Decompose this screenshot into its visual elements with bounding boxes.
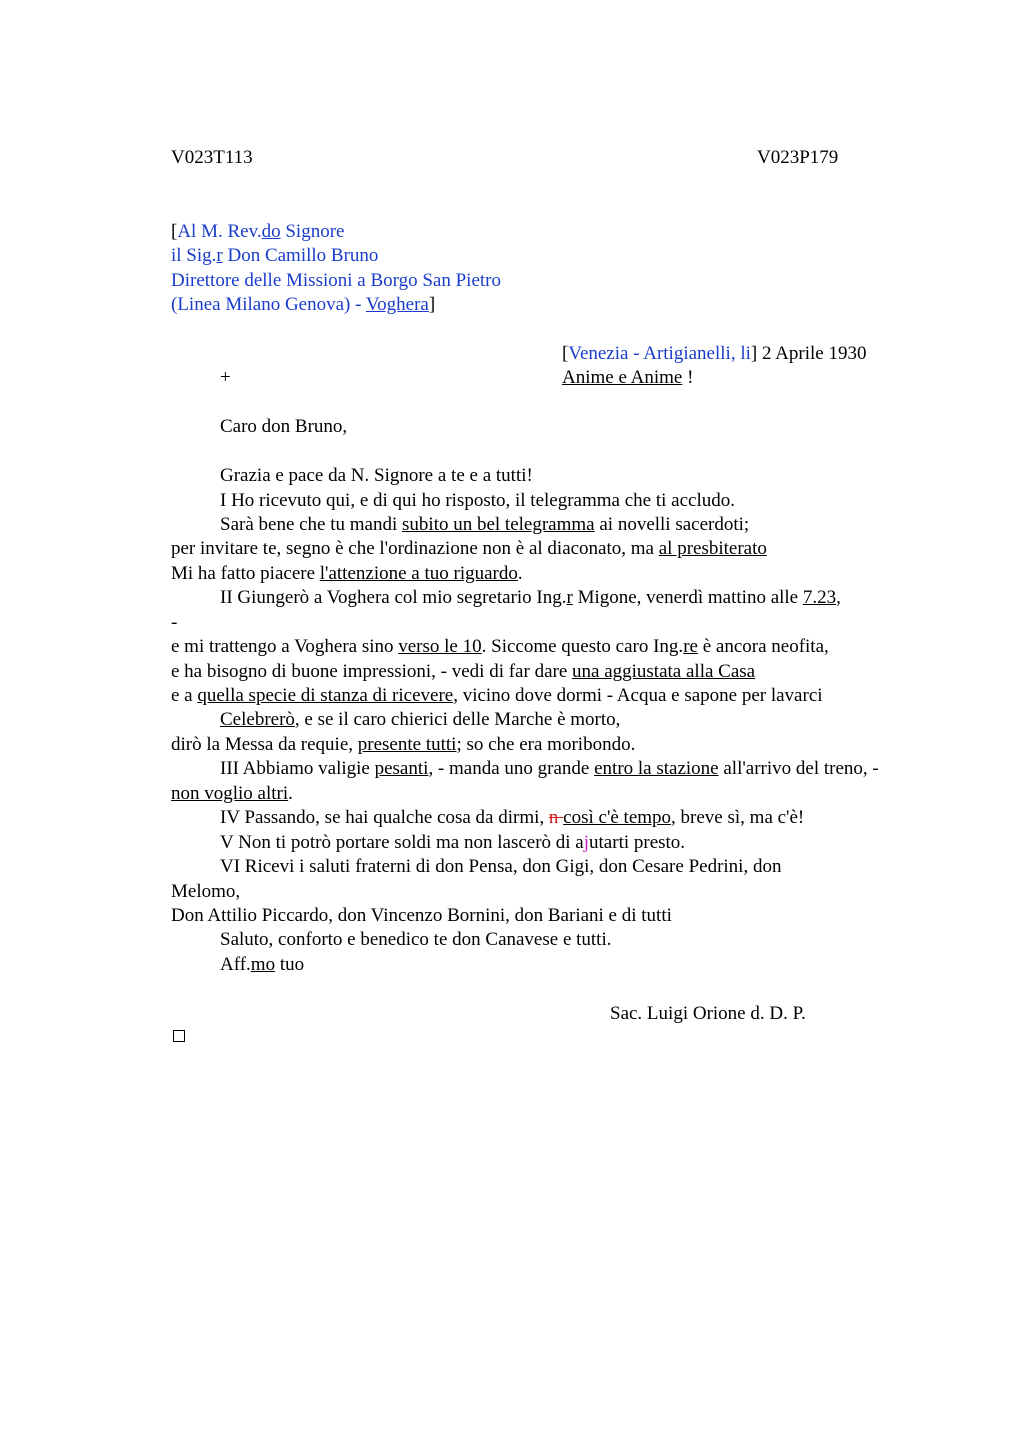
address-line-4: (Linea Milano Genova) - Voghera]: [171, 294, 436, 315]
address-line-1: [Al M. Rev.do Signore: [171, 221, 345, 242]
deleted-text: n: [548, 807, 564, 828]
body-line: e a quella specie di stanza di ricevere, vicino dove dormi - Acqua e sapone per lavarci: [171, 685, 823, 706]
body-line: IV Passando, se hai qualche cosa da dirmi, n così c'è tempo, breve sì, ma c'è!: [220, 807, 805, 828]
body-line: VI Ricevi i saluti fraterni di don Pensa, don Gigi, don Cesare Pedrini, don: [220, 856, 782, 877]
body-line: Melomo,: [171, 881, 241, 902]
salutation: Caro don Bruno,: [220, 416, 348, 437]
dateline: [Venezia - Artigianelli, li] 2 Aprile 1930: [562, 343, 867, 364]
body-line: Don Attilio Piccardo, don Vincenzo Bornini, don Bariani e di tutti: [171, 905, 672, 926]
cross-mark: +: [220, 367, 231, 388]
body-line: Sarà bene che tu mandi subito un bel telegramma ai novelli sacerdoti;: [220, 514, 750, 535]
body-line: -: [171, 612, 178, 633]
inserted-letter: j: [583, 832, 590, 853]
body-line: I Ho ricevuto qui, e di qui ho risposto, il telegramma che ti accludo.: [220, 490, 735, 511]
address-line-2: il Sig.r Don Camillo Bruno: [171, 245, 379, 266]
signature: Sac. Luigi Orione d. D. P.: [610, 1003, 806, 1024]
body-line: Grazia e pace da N. Signore a te e a tutti!: [220, 465, 533, 486]
body-line: non voglio altri.: [171, 783, 293, 804]
body-line: Mi ha fatto piacere l'attenzione a tuo riguardo.: [171, 563, 523, 584]
body-line: Aff.mo tuo: [220, 954, 305, 975]
body-line: V Non ti potrò portare soldi ma non lascerò di ajutarti presto.: [220, 832, 686, 853]
body-line: e mi trattengo a Voghera sino verso le 10. Siccome questo caro Ing.re è ancora neofita,: [171, 636, 829, 657]
motto: Anime e Anime !: [562, 367, 694, 388]
document-code-right: V023P179: [757, 147, 839, 168]
body-line: per invitare te, segno è che l'ordinazione non è al diaconato, ma al presbiterato: [171, 538, 767, 559]
body-line: Saluto, conforto e benedico te don Canavese e tutti.: [220, 929, 612, 950]
address-line-3: Direttore delle Missioni a Borgo San Pietro: [171, 270, 501, 291]
body-line: e ha bisogno di buone impressioni, - vedi di far dare una aggiustata alla Casa: [171, 661, 756, 682]
body-line: Celebrerò, e se il caro chierici delle Marche è morto,: [220, 709, 621, 730]
end-marker-box-icon: [173, 1030, 185, 1042]
body-line: II Giungerò a Voghera col mio segretario Ing.r Migone, venerdì mattino alle 7.23,: [220, 587, 841, 608]
body-line: dirò la Messa da requie, presente tutti; so che era moribondo.: [171, 734, 636, 755]
document-code-left: V023T113: [171, 147, 253, 168]
body-line: III Abbiamo valigie pesanti, - manda uno grande entro la stazione all'arrivo del treno, -: [220, 758, 879, 779]
